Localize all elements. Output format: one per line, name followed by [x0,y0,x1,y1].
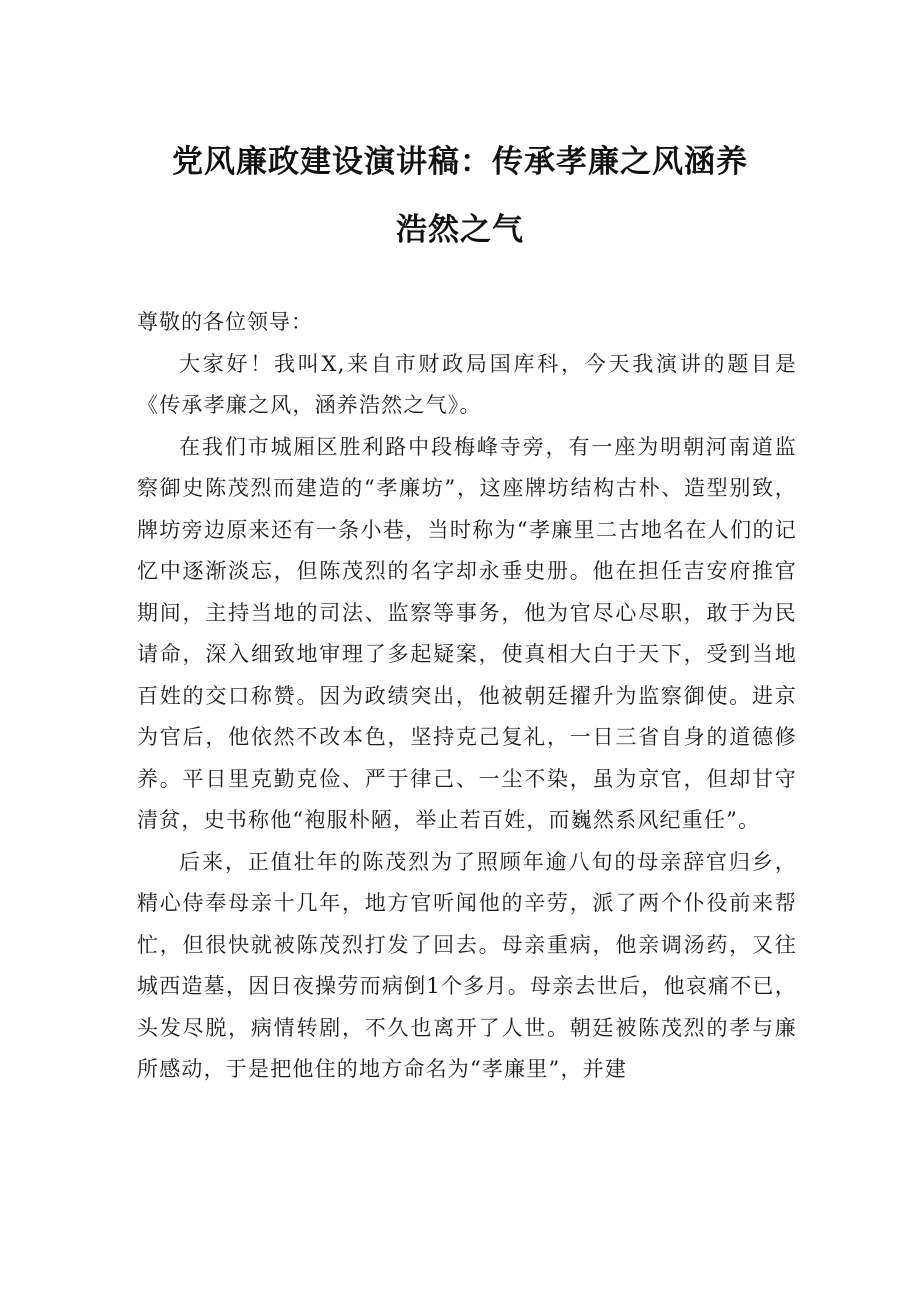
document-title-line-2: 浩然之气 [396,212,524,248]
paragraph-2: 在我们市城厢区胜利路中段梅峰寺旁，有一座为明朝河南道监察御史陈茂烈而建造的“孝廉坊”，这座牌坊结构古朴、造型别致，牌坊旁边原来还有一条小巷，当时称为“孝廉里二古地名在人们的记忆中逐渐淡忘，但陈茂烈的名字却永垂史册。他在担任吉安府推官期间，主持当地的司法、监察等事务，他为官尽心尽职，敢于为民请命，深入细致地审理了多起疑案，使真相大白于天下，受到当地百姓的交口称赞。因为政绩突出，他被朝廷擢升为监察御使。进京为官后，他依然不改本色，坚持克己复礼，一日三省自身的道德修养。平日里克勤克俭、严于律己、一尘不染，虽为京官，但却甘守清贫，史书称他“袍服朴陋，举止若百姓，而巍然系风纪重任”。 [137,434,797,832]
paragraph-3: 后来，正值壮年的陈茂烈为了照顾年逾八旬的母亲辞官归乡，精心侍奉母亲十几年，地方官听闻他的辛劳，派了两个仆役前来帮忙，但很快就被陈茂烈打发了回去。母亲重病，他亲调汤药，又往城西造墓，因日夜操劳而病倒1个多月。母亲去世后，他哀痛不已，头发尽脱，病情转剧，不久也离开了人世。朝廷被陈茂烈的孝与廉所感动，于是把他住的地方命名为“孝廉里”，并建 [137,849,797,1081]
salutation: 尊敬的各位领导： [137,310,313,334]
document-body [137,302,797,1091]
document-title-line-1: 党风廉政建设演讲稿：传承孝廉之风涵养 [172,144,748,180]
paragraph-1: 大家好！我叫X,来自市财政局国库科，今天我演讲的题目是《传承孝廉之风，涵养浩然之气》。 [137,351,797,417]
